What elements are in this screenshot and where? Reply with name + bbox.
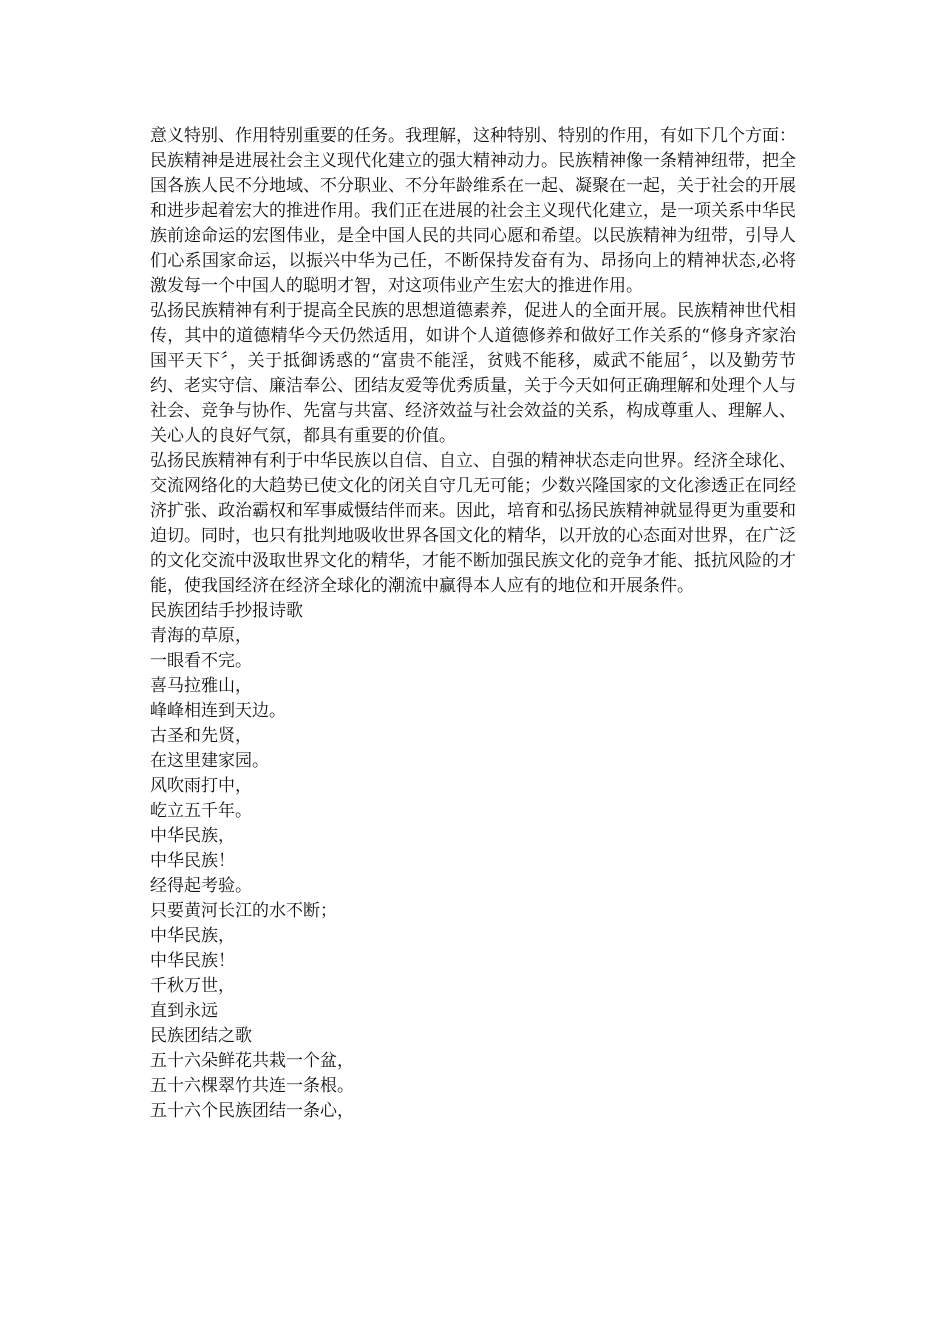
song-line: 五十六棵翠竹共连一条根。	[150, 1076, 354, 1096]
song-line: 五十六朵鲜花共栽一个盆，	[150, 1051, 354, 1071]
paragraph-intro: 意义特别、作用特别重要的任务。我理解，这种特别、特别的作用，有如下几个方面：	[150, 126, 796, 146]
song-line: 五十六个民族团结一条心，	[150, 1101, 354, 1121]
song-lines	[150, 1049, 796, 1124]
poem-line: 中华民族，	[150, 926, 235, 946]
poem-line: 一眼看不完。	[150, 651, 252, 671]
poem-line: 在这里建家园。	[150, 751, 269, 771]
poem-line: 只要黄河长江的水不断；	[150, 901, 337, 921]
poem-lines	[150, 624, 796, 1024]
poem-line: 喜马拉雅山，	[150, 676, 252, 696]
paragraph-facing-world: 弘扬民族精神有利于中华民族以自信、自立、自强的精神状态走向世界。经济全球化、交流网络化的大趋势已使文化的闭关自守几无可能；少数兴隆国家的文化渗透正在同经济扩张、政治霸权和军事威慑结伴而来。因此，培育和弘扬民族精神就显得更为重要和迫切。同时，也只有批判地吸收世界各国文化的精华，以开放的心态面对世界，在广泛的文化交流中汲取世界文化的精华，才能不断加强民族文化的竞争才能、抵抗风险的才能，使我国经济在经济全球化的潮流中赢得本人应有的地位和开展条件。	[150, 451, 796, 596]
poem-line: 直到永远	[150, 1001, 218, 1021]
poem-title: 民族团结手抄报诗歌	[150, 601, 303, 621]
poem-line: 屹立五千年。	[150, 801, 252, 821]
poem-line: 经得起考验。	[150, 876, 252, 896]
poem-line: 古圣和先贤，	[150, 726, 252, 746]
paragraph-moral-quality: 弘扬民族精神有利于提高全民族的思想道德素养，促进人的全面开展。民族精神世代相传，其中的道德精华今天仍然适用，如讲个人道德修养和做好工作关系的“修身齐家治国平天下〞，关于抵御诱惑的“富贵不能淫，贫贱不能移，威武不能屈〞，以及勤劳节约、老实守信、廉洁奉公、团结友爱等优秀质量，关于今天如何正确理解和处理个人与社会、竞争与协作、先富与共富、经济效益与社会效益的关系，构成尊重人、理解人、关心人的良好气氛，都具有重要的价值。	[150, 301, 796, 446]
poem-line: 千秋万世，	[150, 976, 235, 996]
poem-line: 风吹雨打中，	[150, 776, 252, 796]
poem-line: 峰峰相连到天边。	[150, 701, 286, 721]
song-title: 民族团结之歌	[150, 1026, 252, 1046]
paragraph-spiritual-power: 民族精神是进展社会主义现代化建立的强大精神动力。民族精神像一条精神纽带，把全国各族人民不分地域、不分职业、不分年龄维系在一起、凝聚在一起，关于社会的开展和进步起着宏大的推进作用。我们正在进展的社会主义现代化建立，是一项关系中华民族前途命运的宏图伟业，是全中国人民的共同心愿和希望。以民族精神为纽带，引导人们心系国家命运，以振兴中华为己任，不断保持发奋有为、昂扬向上的精神状态,必将激发每一个中国人的聪明才智，对这项伟业产生宏大的推进作用。	[150, 151, 796, 296]
poem-line: 中华民族！	[150, 851, 235, 871]
poem-line: 青海的草原，	[150, 626, 252, 646]
poem-line: 中华民族！	[150, 951, 235, 971]
poem-line: 中华民族，	[150, 826, 235, 846]
document-body	[150, 124, 796, 1124]
